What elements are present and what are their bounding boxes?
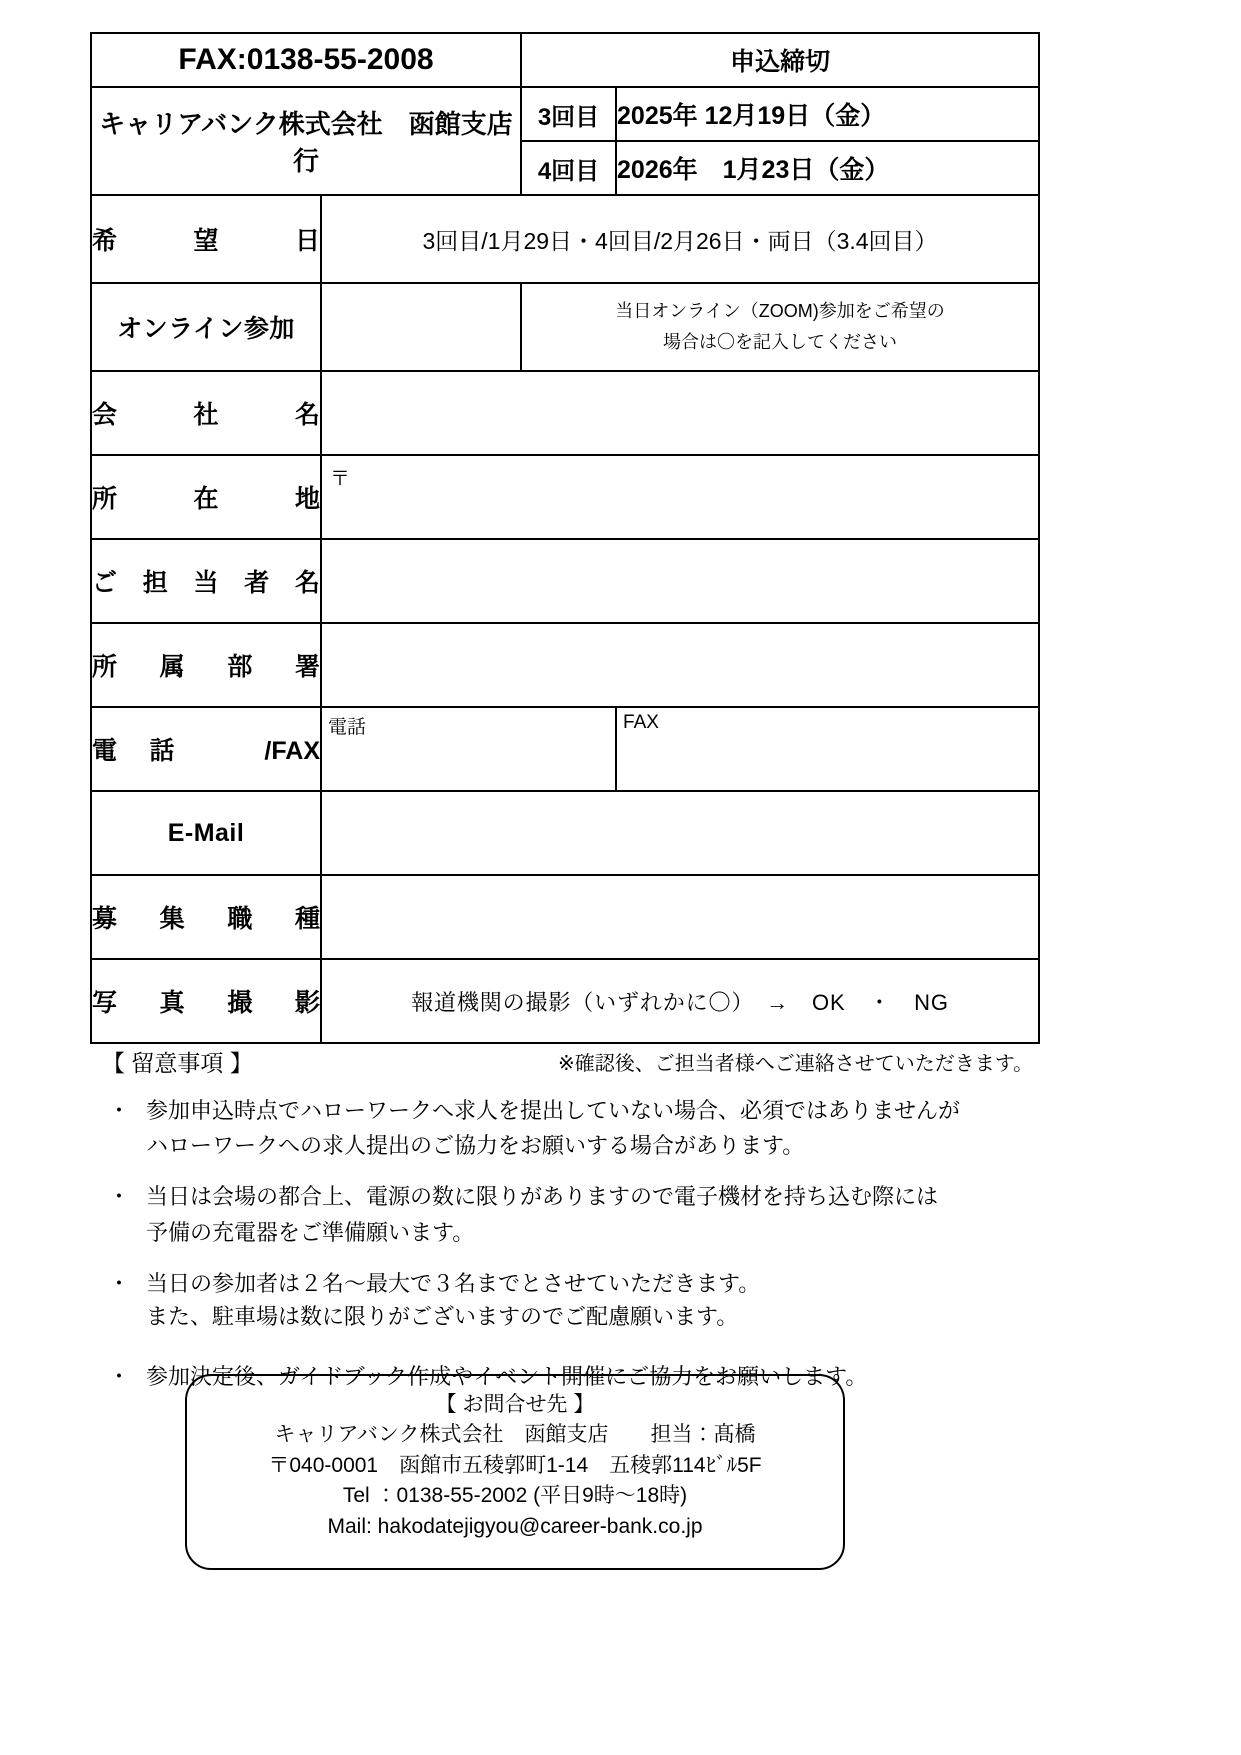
input-job-types[interactable] <box>321 875 1039 959</box>
online-note-line1: 当日オンライン（ZOOM)参加をご希望の <box>615 301 945 322</box>
recipient-company: キャリアバンク株式会社 函館支店行 <box>91 87 521 195</box>
table-row-job-types <box>91 875 1039 959</box>
note-line-1: 参加申込時点でハローワークへ求人を提出していない場合、必須ではありませんが <box>146 1098 961 1123</box>
input-contact-person[interactable] <box>321 539 1039 623</box>
input-department[interactable] <box>321 623 1039 707</box>
value-photo-permission[interactable]: 報道機関の撮影（いずれかに〇） → OK ・ NG <box>321 959 1039 1043</box>
list-item <box>98 1266 1058 1333</box>
notes-list <box>98 1093 1058 1394</box>
note-line-1: 参加決定後、ガイドブック作成やイベント開催にご協力をお願いします。 <box>146 1363 868 1389</box>
table-row-contact-person <box>91 539 1039 623</box>
note-line-2: また、駐車場は数に限りがございますのでご配慮願います。 <box>146 1303 739 1329</box>
input-tel[interactable] <box>321 707 616 791</box>
table-row-photo <box>91 959 1039 1043</box>
label-company-name: 会社名 <box>91 371 321 455</box>
contact-info-box <box>185 1374 845 1570</box>
label-tel-fax: 電話 /FAX <box>91 707 321 791</box>
tel-tag: 電話 <box>328 717 367 738</box>
note-line-2: ハローワークへの求人提出のご協力をお願いする場合があります。 <box>146 1133 805 1159</box>
postal-code-mark: 〒 <box>330 468 350 490</box>
table-row-wish-date <box>91 195 1039 283</box>
fax-number-header: FAX:0138-55-2008 <box>91 33 521 87</box>
bullet-dot-icon: ・ <box>108 1184 131 1210</box>
deadline-round-label-4: 4回目 <box>521 141 616 195</box>
online-note-line2: 場合は〇を記入してください <box>663 332 898 352</box>
notes-header-row <box>98 1045 1058 1079</box>
table-row-department <box>91 623 1039 707</box>
label-email: E-Mail <box>91 791 321 875</box>
contact-company: キャリアバンク株式会社 函館支店 担当：髙橋 <box>274 1423 756 1447</box>
label-job-types: 募集職種 <box>91 875 321 959</box>
label-department: 所属部署 <box>91 623 321 707</box>
contact-title: 【 お問合せ先 】 <box>435 1393 595 1416</box>
table-row-tel-fax <box>91 707 1039 791</box>
bullet-dot-icon: ・ <box>108 1363 131 1389</box>
label-online-participation: オンライン参加 <box>91 283 321 371</box>
value-wish-date[interactable]: 3回目/1月29日・4回目/2月26日・両日（3.4回目） <box>321 195 1039 283</box>
notes-title: 【 留意事項 】 <box>102 1050 253 1076</box>
list-item <box>98 1179 1058 1249</box>
label-contact-person: ご担当者名 <box>91 539 321 623</box>
input-fax[interactable] <box>616 707 1039 791</box>
table-row-recipient-round3 <box>91 87 1039 141</box>
bullet-dot-icon: ・ <box>108 1098 131 1123</box>
label-photo: 写真撮影 <box>91 959 321 1043</box>
table-row-address <box>91 455 1039 539</box>
table-row-online <box>91 283 1039 371</box>
input-online-participation[interactable] <box>321 283 521 371</box>
input-company-name[interactable] <box>321 371 1039 455</box>
table-row-email <box>91 791 1039 875</box>
confirmation-note: ※確認後、ご担当者様へご連絡させていただきます。 <box>558 1053 1034 1075</box>
label-address: 所在地 <box>91 455 321 539</box>
label-wish-date: 希望日 <box>91 195 321 283</box>
list-item <box>98 1093 1058 1163</box>
table-row-company-name <box>91 371 1039 455</box>
application-form-table <box>90 32 1040 1044</box>
input-email[interactable] <box>321 791 1039 875</box>
deadline-round-label-3: 3回目 <box>521 87 616 141</box>
deadline-date-3: 2025年 12月19日（金） <box>616 87 1039 141</box>
table-row-header <box>91 33 1039 87</box>
note-line-1: 当日は会場の都合上、電源の数に限りがありますので電子機材を持ち込む際には <box>146 1184 939 1210</box>
note-line-2: 予備の充電器をご準備願います。 <box>146 1219 475 1245</box>
deadline-header: 申込締切 <box>521 33 1039 87</box>
contact-mail: Mail: hakodatejigyou@career-bank.co.jp <box>327 1514 703 1538</box>
note-line-1: 当日の参加者は２名〜最大で３名までとさせていただきます。 <box>146 1270 761 1296</box>
bullet-dot-icon: ・ <box>108 1270 131 1296</box>
contact-tel: Tel ：0138-55-2002 (平日9時〜18時) <box>342 1484 688 1508</box>
contact-address: 〒040-0001 函館市五稜郭町1-14 五稜郭114ﾋﾞﾙ5F <box>268 1453 762 1477</box>
online-participation-note <box>521 283 1039 371</box>
input-address[interactable] <box>321 455 1039 539</box>
fax-tag: FAX <box>623 712 659 733</box>
deadline-date-4: 2026年 1月23日（金） <box>616 141 1039 195</box>
notes-section <box>98 1045 1058 1410</box>
